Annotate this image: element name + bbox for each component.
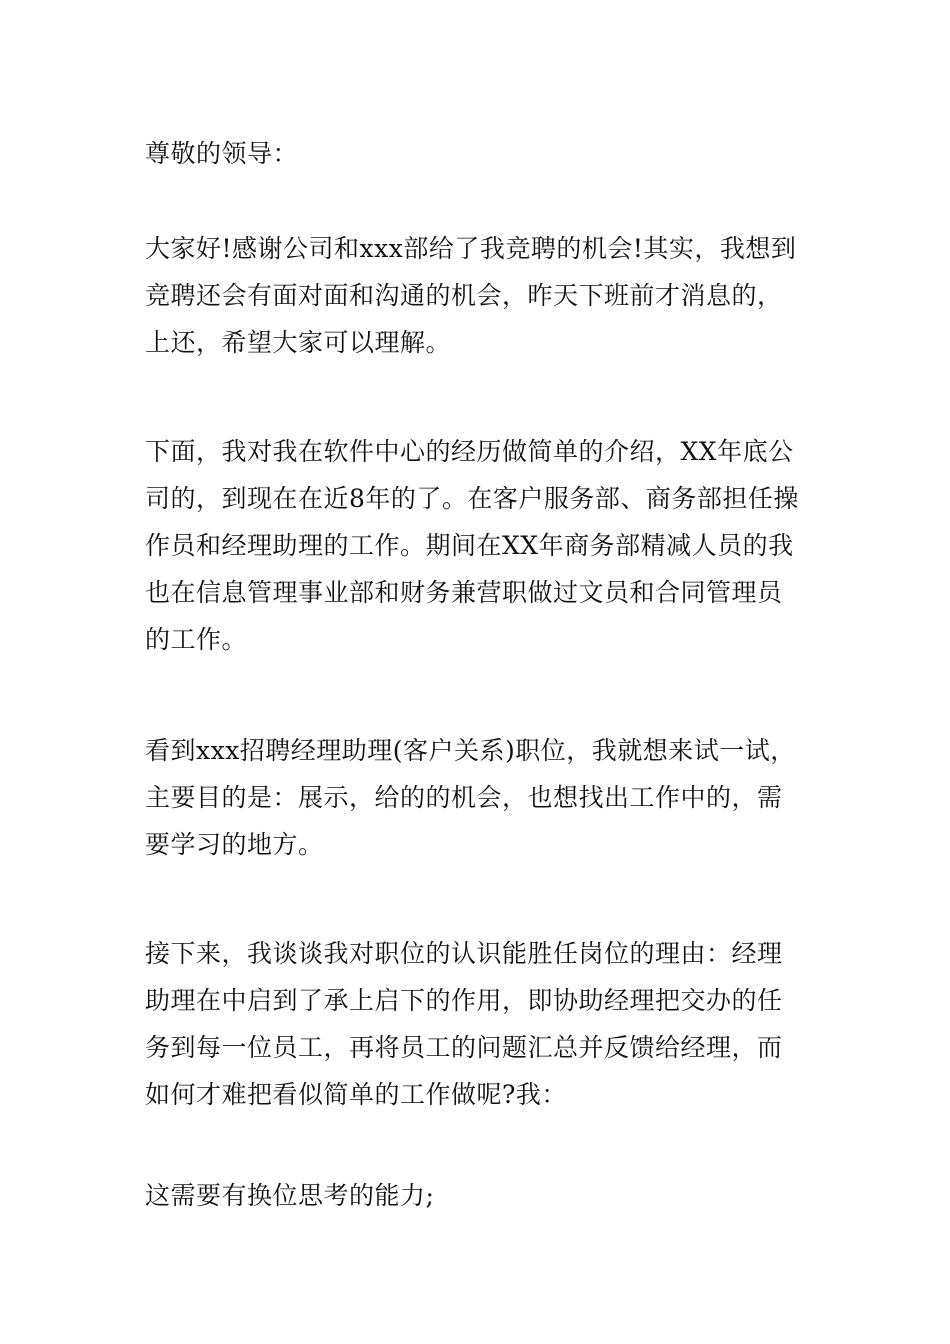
paragraph-greeting: 大家好!感谢公司和xxx部给了我竞聘的机会!其实，我想到 竞聘还会有面对面和沟通的机会，昨天下班前才消息的， 上还，希望大家可以理解。: [145, 234, 797, 357]
paragraph-motivation: 看到xxx招聘经理助理(客户关系)职位，我就想来试一试， 主要目的是：展示，给的的机会，也想找出工作中的，需 要学习的地方。: [145, 736, 796, 859]
paragraph-ability: 这需要有换位思考的能力;: [145, 1181, 435, 1210]
paragraph-role-understanding: 接下来，我谈谈我对职位的认识能胜任岗位的理由：经理 助理在中启到了承上启下的作用，即协助经理把交办的任 务到每一位员工，再将员工的问题汇总并反馈给经理，而 如何才难把看似简单的工作做呢?我：: [145, 939, 783, 1109]
salutation: 尊敬的领导：: [145, 139, 299, 168]
paragraph-experience: 下面，我对我在软件中心的经历做简单的介绍，XX年底公 司的，到现在在近8年的了。在客户服务部、商务部担任操 作员和经理助理的工作。期间在XX年商务部精减人员的我 也在信息管理事业部和财务兼营职做过文员和合同管理员 的工作。: [145, 437, 799, 654]
